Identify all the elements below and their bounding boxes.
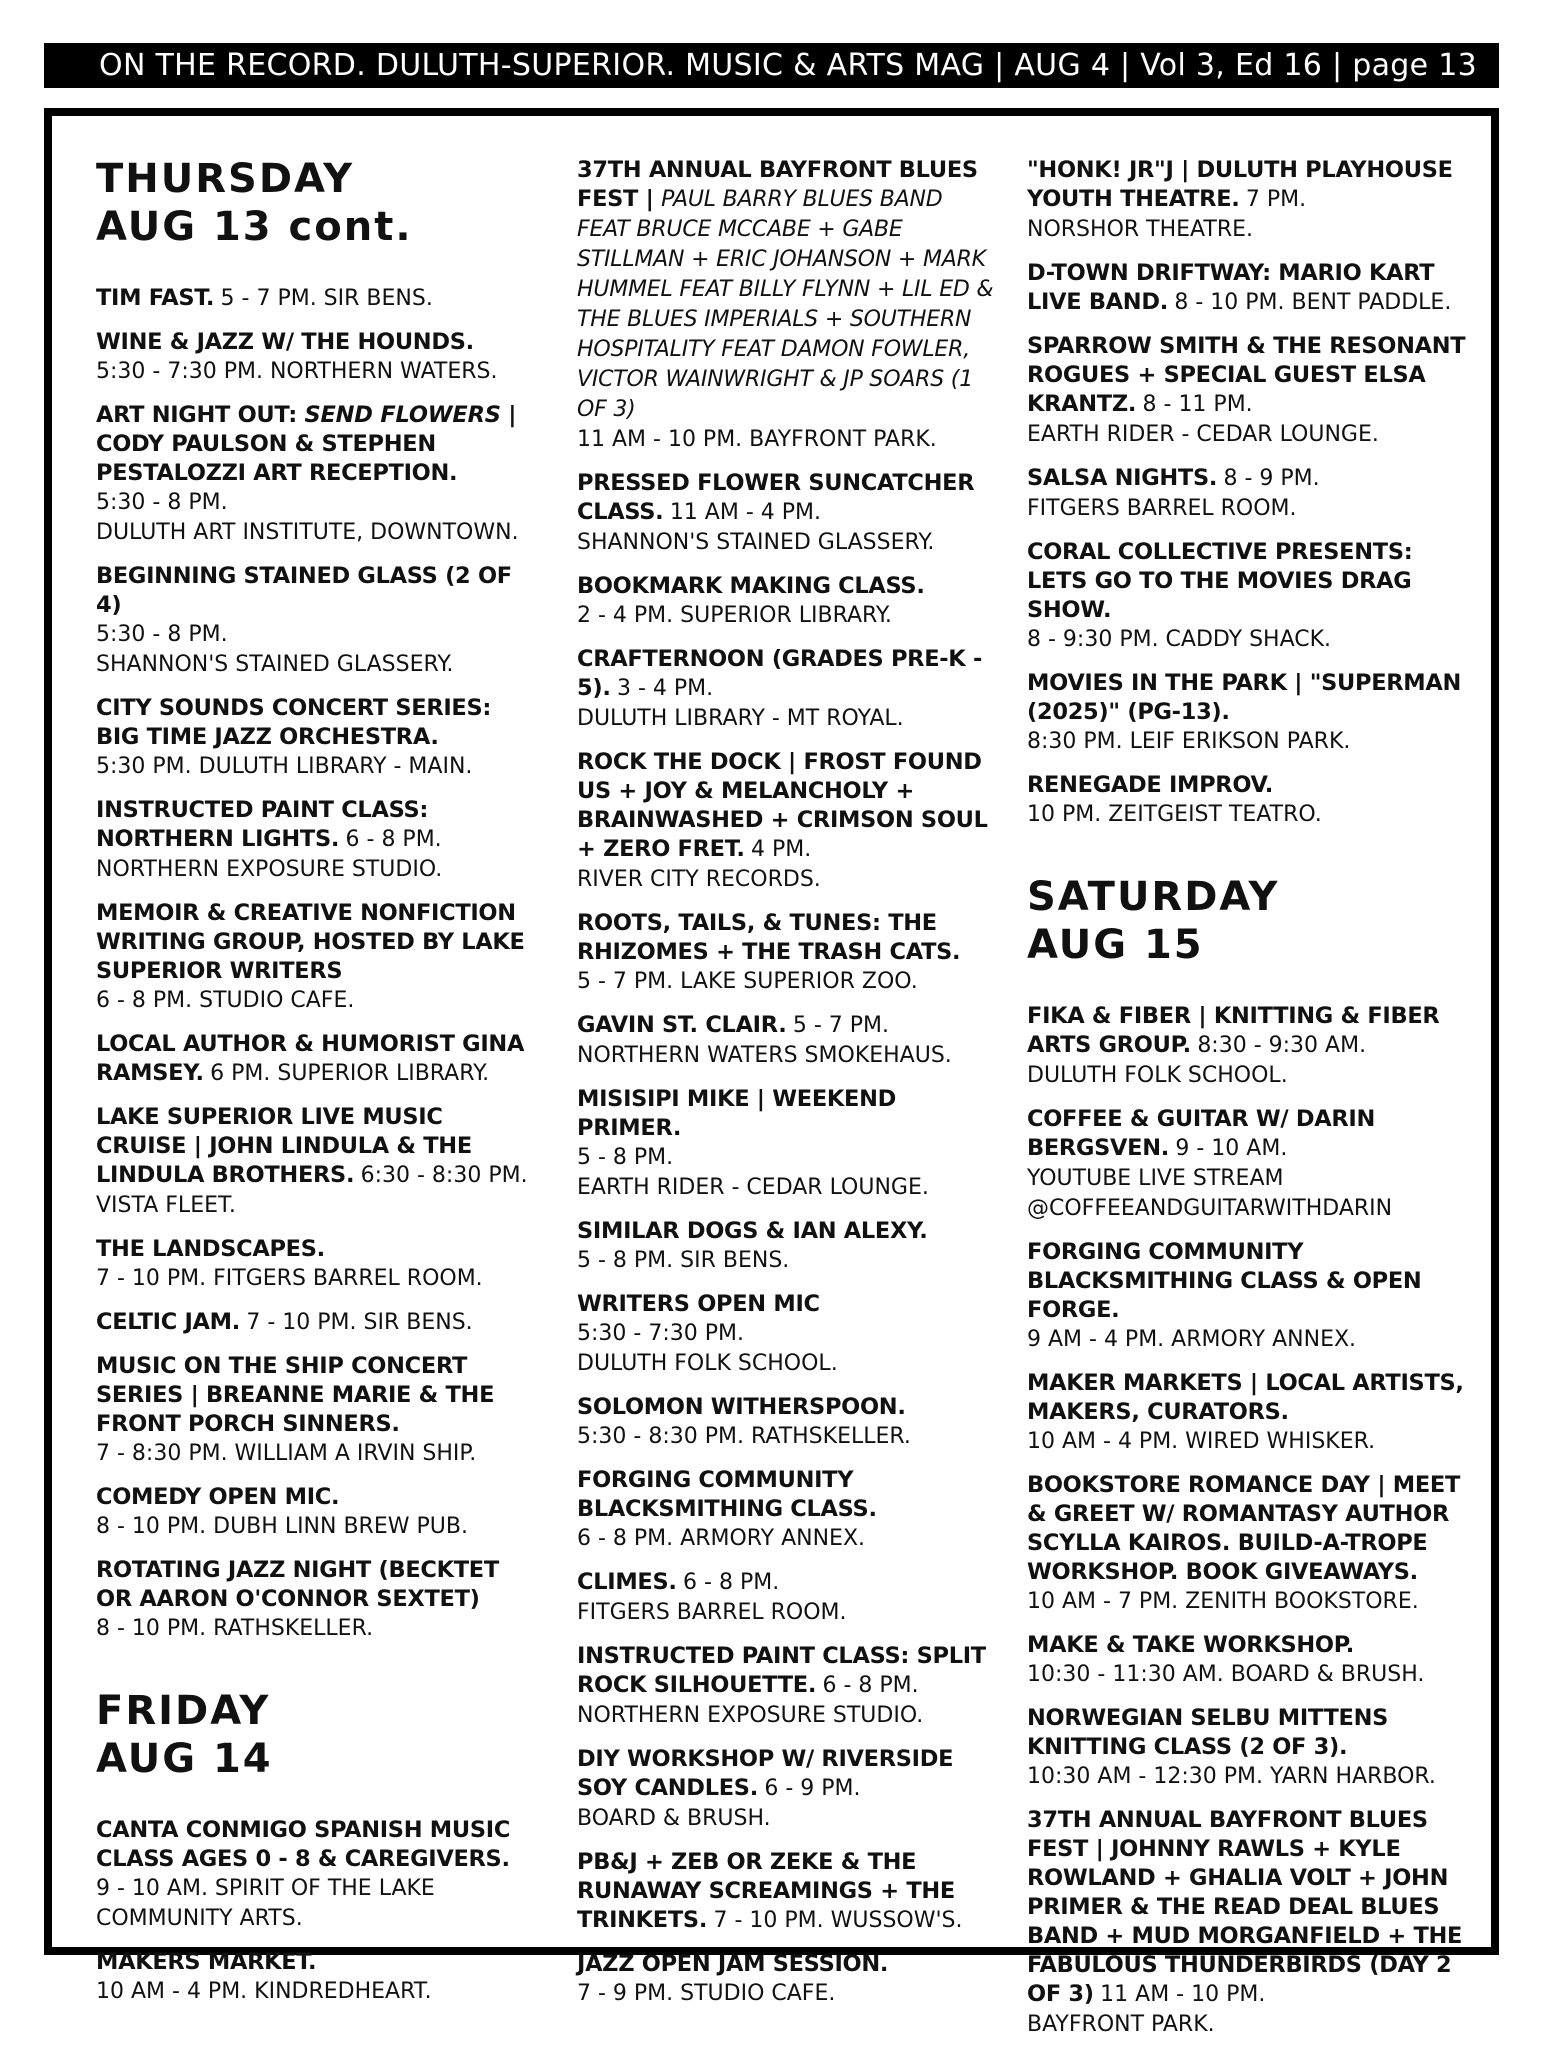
event-title: LAKE SUPERIOR LIVE MUSIC CRUISE | JOHN LINDULA & THE LINDULA BROTHERS. [96, 1104, 472, 1188]
event-title-part: ART NIGHT OUT: [96, 402, 305, 428]
event-listing [577, 1949, 997, 2008]
event-title: JAZZ OPEN JAM SESSION. [577, 1951, 889, 1977]
event-listing [96, 1102, 536, 1220]
event-listing [1027, 258, 1467, 317]
event-venue: NORTHERN EXPOSURE STUDIO. [96, 857, 443, 882]
event-handle: @COFFEEANDGUITARWITHDARIN [1027, 1196, 1393, 1221]
event-listing [96, 1234, 536, 1293]
event-venue: SHANNON'S STAINED GLASSERY. [96, 652, 454, 677]
event-listing [1027, 1104, 1467, 1223]
event-details: 6 PM. SUPERIOR LIBRARY. [210, 1061, 490, 1086]
event-details: 11 AM - 10 PM. BAYFRONT PARK. [577, 427, 937, 452]
event-listing [577, 1567, 997, 1627]
event-title: MEMOIR & CREATIVE NONFICTION WRITING GROUP, HOSTED BY LAKE SUPERIOR WRITERS [96, 900, 525, 984]
event-title: DIY WORKSHOP W/ RIVERSIDE SOY CANDLES. [577, 1746, 954, 1801]
event-listing [577, 155, 997, 454]
event-title: CORAL COLLECTIVE PRESENTS: LETS GO TO THE MOVIES DRAG SHOW. [1027, 539, 1413, 623]
event-listing [577, 1289, 997, 1378]
event-details: 10:30 - 11:30 AM. BOARD & BRUSH. [1027, 1662, 1425, 1687]
event-venue: NORTHERN EXPOSURE STUDIO. [577, 1703, 924, 1728]
event-venue: DULUTH LIBRARY - MT ROYAL. [577, 706, 904, 731]
event-details: 7 - 10 PM. WUSSOW'S. [713, 1908, 963, 1933]
event-time: 7 PM. [1245, 187, 1307, 212]
event-title: WINE & JAZZ W/ THE HOUNDS. [96, 329, 474, 355]
event-title: MAKERS MARKET. [96, 1949, 317, 1975]
event-listing [96, 561, 536, 679]
event-venue: NORTHERN WATERS SMOKEHAUS. [577, 1043, 952, 1068]
day-name: SATURDAY [1027, 874, 1280, 920]
day-heading-saturday [1027, 873, 1467, 969]
event-venue: VISTA FLEET. [96, 1193, 236, 1218]
event-details: 2 - 4 PM. SUPERIOR LIBRARY. [577, 603, 892, 628]
event-venue: BOARD & BRUSH. [577, 1806, 771, 1831]
event-venue: NORSHOR THEATRE. [1027, 217, 1254, 242]
event-time: 5:30 - 7:30 PM. [577, 1321, 744, 1346]
event-listing [1027, 1237, 1467, 1354]
event-title: CELTIC JAM. [96, 1309, 240, 1335]
event-details: 5:30 - 7:30 PM. NORTHERN WATERS. [96, 359, 498, 384]
event-listing [1027, 463, 1467, 523]
event-details: 7 - 10 PM. FITGERS BARREL ROOM. [96, 1266, 483, 1291]
event-listing [96, 1555, 536, 1643]
event-details: 8 - 10 PM. RATHSKELLER. [96, 1616, 374, 1641]
event-venue: FITGERS BARREL ROOM. [577, 1600, 847, 1625]
event-time: 5:30 - 8 PM. [96, 490, 228, 515]
event-title: CITY SOUNDS CONCERT SERIES: BIG TIME JAZZ ORCHESTRA. [96, 695, 492, 750]
event-title: MUSIC ON THE SHIP CONCERT SERIES | BREANNE MARIE & THE FRONT PORCH SINNERS. [96, 1353, 495, 1437]
event-title: TIM FAST. [96, 285, 215, 311]
day-date: AUG 15 [1027, 922, 1204, 968]
event-title: MAKE & TAKE WORKSHOP. [1027, 1632, 1355, 1658]
event-details: 8 - 10 PM. DUBH LINN BREW PUB. [96, 1514, 468, 1539]
event-title: BOOKMARK MAKING CLASS. [577, 573, 925, 599]
day-name: THURSDAY [96, 156, 355, 202]
event-listing [1027, 770, 1467, 829]
event-listing [577, 1641, 997, 1730]
event-title: 37TH ANNUAL BAYFRONT BLUES FEST | [577, 157, 978, 212]
event-title: THE LANDSCAPES. [96, 1236, 325, 1262]
event-title: 37TH ANNUAL BAYFRONT BLUES FEST | JOHNNY RAWLS + KYLE ROWLAND + GHALIA VOLT + JOHN PRIMER & THE READ DEAL BLUES BAND + MUD MORGANFIELD + THE FABULOUS THUNDERBIRDS (DAY 2 OF 3) [1027, 1807, 1463, 2007]
event-title: INSTRUCTED PAINT CLASS: NORTHERN LIGHTS. [96, 797, 429, 852]
event-listing [577, 1847, 997, 1935]
event-details: 8 - 9:30 PM. CADDY SHACK. [1027, 627, 1332, 652]
event-title: MISISIPI MIKE | WEEKEND PRIMER. [577, 1086, 897, 1141]
event-listing [1027, 155, 1467, 244]
event-time: 8 - 9 PM. [1223, 466, 1320, 491]
event-title: NORWEGIAN SELBU MITTENS KNITTING CLASS (2 OF 3). [1027, 1705, 1389, 1760]
event-listing [577, 747, 997, 894]
event-listing [577, 1216, 997, 1275]
day-date: AUG 14 [96, 1736, 273, 1782]
event-venue: YOUTUBE LIVE STREAM [1027, 1166, 1284, 1191]
event-venue: DULUTH ART INSTITUTE, DOWNTOWN. [96, 520, 519, 545]
event-time: 6 - 8 PM. [683, 1570, 780, 1595]
event-title: ROOTS, TAILS, & TUNES: THE RHIZOMES + THE TRASH CATS. [577, 910, 961, 965]
event-title: BOOKSTORE ROMANCE DAY | MEET & GREET W/ ROMANTASY AUTHOR SCYLLA KAIROS. BUILD-A-TROPE WORKSHOP. BOOK GIVEAWAYS. [1027, 1472, 1461, 1585]
event-details: 10 AM - 4 PM. WIRED WHISKER. [1027, 1429, 1376, 1454]
event-title: MAKER MARKETS | LOCAL ARTISTS, MAKERS, CURATORS. [1027, 1370, 1464, 1425]
event-title-italic: SEND FLOWERS [304, 402, 501, 428]
event-title [96, 402, 516, 486]
event-title: SIMILAR DOGS & IAN ALEXY. [577, 1218, 928, 1244]
event-venue: RIVER CITY RECORDS. [577, 867, 821, 892]
event-title: INSTRUCTED PAINT CLASS: SPLIT ROCK SILHOUETTE. [577, 1643, 986, 1698]
event-title: PRESSED FLOWER SUNCATCHER CLASS. [577, 470, 975, 525]
event-listing [577, 468, 997, 557]
event-title: ROTATING JAZZ NIGHT (BECKTET OR AARON O'CONNOR SEXTET) [96, 1557, 499, 1612]
event-details: 5:30 PM. DULUTH LIBRARY - MAIN. [96, 754, 473, 779]
event-time: 11 AM - 10 PM. [1100, 1982, 1266, 2007]
event-listing [1027, 331, 1467, 449]
event-title: FORGING COMMUNITY BLACKSMITHING CLASS. [577, 1467, 877, 1522]
event-listing [96, 898, 536, 1015]
event-listing [1027, 1470, 1467, 1616]
event-details: 7 - 9 PM. STUDIO CAFE. [577, 1981, 836, 2006]
event-details: 10 AM - 4 PM. KINDREDHEART. [96, 1979, 432, 2004]
event-title: BEGINNING STAINED GLASS (2 OF 4) [96, 563, 512, 618]
event-listing [96, 1307, 536, 1337]
event-listing [577, 1392, 997, 1451]
event-time: 3 - 4 PM. [616, 676, 714, 701]
event-listing [577, 644, 997, 733]
event-title: RENEGADE IMPROV. [1027, 772, 1274, 798]
event-time: 8:30 - 9:30 AM. [1197, 1033, 1367, 1058]
event-details: 9 AM - 4 PM. ARMORY ANNEX. [1027, 1327, 1357, 1352]
event-listing [96, 1351, 536, 1468]
event-listing [96, 1815, 536, 1933]
event-listing [1027, 1703, 1467, 1791]
event-listing [96, 283, 536, 313]
column-2 [577, 155, 997, 2022]
event-details: 6 - 8 PM. ARMORY ANNEX. [577, 1526, 866, 1551]
event-details: 6 - 8 PM. STUDIO CAFE. [96, 988, 355, 1013]
event-time: 9 - 10 AM. SPIRIT OF THE LAKE [96, 1876, 435, 1901]
event-details: 8 - 10 PM. BENT PADDLE. [1174, 290, 1452, 315]
event-venue: SHANNON'S STAINED GLASSERY. [577, 530, 935, 555]
event-title: SOLOMON WITHERSPOON. [577, 1394, 906, 1420]
event-title: FIKA & FIBER | KNITTING & FIBER ARTS GROUP. [1027, 1003, 1440, 1058]
event-title: GAVIN ST. CLAIR. [577, 1012, 787, 1038]
event-listing [96, 693, 536, 781]
event-listing [577, 908, 997, 996]
event-venue: COMMUNITY ARTS. [96, 1906, 303, 1931]
event-listing [96, 400, 536, 547]
event-title: COMEDY OPEN MIC. [96, 1484, 340, 1510]
day-heading-thursday [96, 155, 536, 251]
event-time: 5 - 7 PM. [792, 1013, 889, 1038]
event-venue: EARTH RIDER - CEDAR LOUNGE. [1027, 422, 1379, 447]
event-title: "HONK! JR"J | DULUTH PLAYHOUSE YOUTH THEATRE. [1027, 157, 1453, 212]
event-time: 5 - 8 PM. [577, 1145, 674, 1170]
event-listing [96, 1029, 536, 1088]
event-listing [577, 1465, 997, 1553]
event-venue: DULUTH FOLK SCHOOL. [1027, 1063, 1288, 1088]
event-time: 6 - 9 PM. [764, 1776, 861, 1801]
event-listing [1027, 1001, 1467, 1090]
event-title: D-TOWN DRIFTWAY: MARIO KART LIVE BAND. [1027, 260, 1435, 315]
event-listing [1027, 537, 1467, 654]
event-venue: EARTH RIDER - CEDAR LOUNGE. [577, 1175, 929, 1200]
event-venue: BAYFRONT PARK. [1027, 2012, 1215, 2037]
event-title: CRAFTERNOON (GRADES PRE-K - 5). [577, 646, 983, 701]
event-title: FORGING COMMUNITY BLACKSMITHING CLASS & OPEN FORGE. [1027, 1239, 1422, 1323]
event-listing [577, 571, 997, 630]
event-title: CLIMES. [577, 1569, 677, 1595]
event-details: 10 PM. ZEITGEIST TEATRO. [1027, 802, 1322, 827]
event-details: 7 - 10 PM. SIR BENS. [246, 1310, 473, 1335]
event-title: ROCK THE DOCK | FROST FOUND US + JOY & MELANCHOLY + BRAINWASHED + CRIMSON SOUL + ZERO FRET. [577, 749, 988, 862]
event-details: 5 - 7 PM. SIR BENS. [220, 286, 433, 311]
event-title: SALSA NIGHTS. [1027, 465, 1218, 491]
day-name: FRIDAY [96, 1688, 271, 1734]
event-title: PB&J + ZEB OR ZEKE & THE RUNAWAY SCREAMINGS + THE TRINKETS. [577, 1849, 955, 1933]
event-venue: DULUTH FOLK SCHOOL. [577, 1351, 838, 1376]
event-listing [577, 1010, 997, 1070]
day-date: AUG 13 cont. [96, 204, 413, 250]
event-details: 10:30 AM - 12:30 PM. YARN HARBOR. [1027, 1764, 1436, 1789]
event-title: CANTA CONMIGO SPANISH MUSIC CLASS AGES 0 - 8 & CAREGIVERS. [96, 1817, 511, 1872]
event-time: 4 PM. [751, 837, 812, 862]
event-details: 5:30 - 8:30 PM. RATHSKELLER. [577, 1424, 911, 1449]
page-header: ON THE RECORD. DULUTH-SUPERIOR. MUSIC & ARTS MAG | AUG 4 | Vol 3, Ed 16 | page 13 [44, 43, 1499, 88]
event-lineup: PAUL BARRY BLUES BAND FEAT BRUCE MCCABE + GABE STILLMAN + ERIC JOHANSON + MARK HUMMEL FEAT BILLY FLYNN + LIL ED & THE BLUES IMPERIALS + SOUTHERN HOSPITALITY FEAT DAMON FOWLER, VICTOR WAINWRIGHT & JP SOARS (1 OF 3) [577, 187, 994, 422]
event-title: SPARROW SMITH & THE RESONANT ROGUES + SPECIAL GUEST ELSA KRANTZ. [1027, 333, 1466, 417]
event-details: 5 - 8 PM. SIR BENS. [577, 1248, 790, 1273]
event-listing [1027, 1368, 1467, 1456]
event-title: MOVIES IN THE PARK | "SUPERMAN (2025)" (PG-13). [1027, 670, 1462, 725]
event-title-part: | CODY PAULSON & STEPHEN PESTALOZZI ART RECEPTION. [96, 402, 517, 486]
event-title: COFFEE & GUITAR W/ DARIN BERGSVEN. [1027, 1106, 1375, 1161]
event-listing [577, 1744, 997, 1833]
event-listing [1027, 1630, 1467, 1689]
event-time: 9 - 10 AM. [1175, 1136, 1288, 1161]
day-heading-friday [96, 1687, 536, 1783]
event-listing [577, 1084, 997, 1202]
event-listing [1027, 1805, 1467, 2039]
event-time: 6:30 - 8:30 PM. [360, 1163, 528, 1188]
column-1 [96, 155, 536, 2020]
column-3 [1027, 155, 1467, 2053]
event-title: WRITERS OPEN MIC [577, 1291, 820, 1317]
event-details: 10 AM - 7 PM. ZENITH BOOKSTORE. [1027, 1589, 1419, 1614]
event-time: 8 - 11 PM. [1142, 392, 1253, 417]
event-time: 6 - 8 PM. [345, 827, 442, 852]
event-venue: FITGERS BARREL ROOM. [1027, 496, 1297, 521]
event-listing [1027, 668, 1467, 756]
event-time: 11 AM - 4 PM. [669, 500, 821, 525]
event-time: 6 - 8 PM. [822, 1673, 919, 1698]
event-details: 5 - 7 PM. LAKE SUPERIOR ZOO. [577, 969, 918, 994]
event-time: 5:30 - 8 PM. [96, 622, 228, 647]
event-listing [96, 327, 536, 386]
event-listing [96, 1482, 536, 1541]
event-title: LOCAL AUTHOR & HUMORIST GINA RAMSEY. [96, 1031, 525, 1086]
event-details: 8:30 PM. LEIF ERIKSON PARK. [1027, 729, 1351, 754]
event-details: 7 - 8:30 PM. WILLIAM A IRVIN SHIP. [96, 1441, 477, 1466]
event-listing [96, 795, 536, 884]
event-listing [96, 1947, 536, 2006]
